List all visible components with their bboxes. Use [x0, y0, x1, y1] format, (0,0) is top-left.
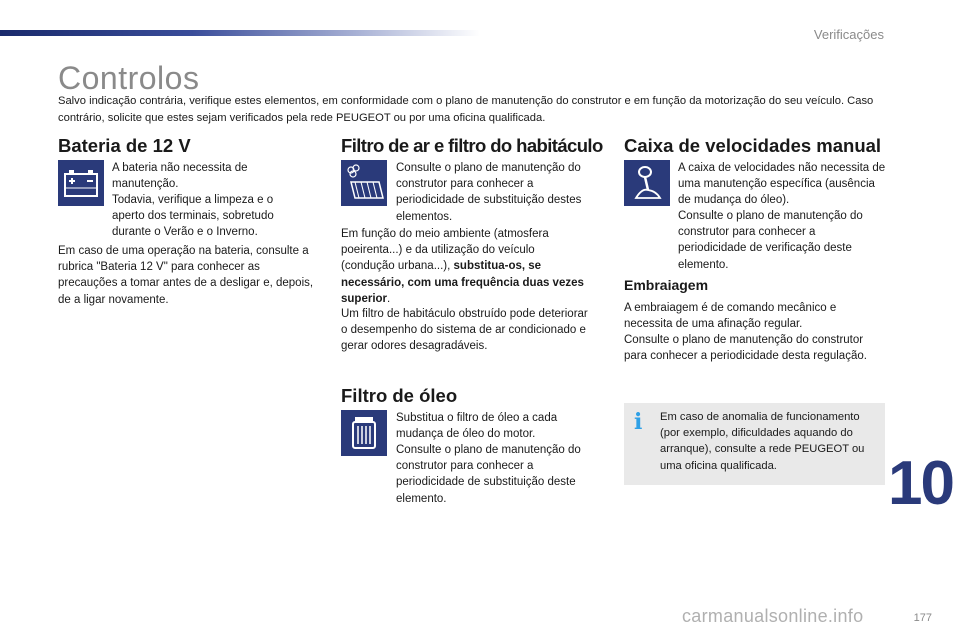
info-text: Em caso de anomalia de funcionamento (por exemplo, dificuldades aquando do arranque), consulte a rede PEUGEOT ou uma oficina qualificada.: [660, 411, 865, 472]
air-filter-text-2-bold: substitua-os, se necessário, com uma frequência duas vezes superior: [341, 260, 584, 305]
section-label: Verificações: [813, 27, 884, 42]
info-note-box: [624, 403, 885, 485]
oil-filter-icon: [341, 410, 387, 456]
battery-text-1: A bateria não necessita de manutenção.: [112, 162, 248, 191]
air-filter-heading: Filtro de ar e filtro do habitáculo: [341, 135, 603, 156]
gearbox-text-2: Consulte o plano de manutenção do construtor para conhecer a periodicidade de verificação deste elemento.: [678, 210, 863, 271]
battery-text-3: Em caso de uma operação na bateria, consulte a rubrica "Bateria 12 V" para conhecer as precauções a tomar antes de a desligar e, depois, de a ligar novamente.: [58, 245, 314, 306]
air-filter-text-1: Consulte o plano de manutenção do construtor para conhecer a periodicidade de substituição destes elementos.: [396, 162, 582, 223]
clutch-text-1: A embraiagem é de comando mecânico e necessita de uma afinação regular.: [624, 302, 837, 331]
gear-lever-icon: [624, 160, 670, 206]
info-icon: i: [634, 409, 643, 435]
air-filter-text-2a: Em função do meio ambiente (atmosfera poeirenta...) e da utilização do veículo (condução urbana...),: [341, 228, 549, 273]
clutch-heading: Embraiagem: [624, 277, 709, 293]
air-filter-text-2: [341, 226, 591, 307]
battery-heading: Bateria de 12 V: [58, 135, 191, 156]
gearbox-text-1: A caixa de velocidades não necessita de uma manutenção específica (ausência de mudança do óleo).: [678, 162, 886, 207]
oil-filter-text-2: Consulte o plano de manutenção do construtor para conhecer a periodicidade de substituição deste elemento.: [396, 444, 581, 505]
gearbox-heading: Caixa de velocidades manual: [624, 135, 882, 156]
clutch-text-2: Consulte o plano de manutenção do construtor para conhecer a periodicidade desta regulação.: [624, 334, 867, 363]
battery-icon: [58, 160, 104, 206]
battery-text-2: Todavia, verifique a limpeza e o aperto dos terminais, sobretudo durante o Verão e o Inverno.: [112, 194, 274, 239]
air-filter-text-3: Um filtro de habitáculo obstruído pode deteriorar o desempenho do sistema de ar condicionado e gerar odores desagradáveis.: [341, 308, 588, 353]
watermark-text: carmanualsonline.info: [682, 606, 864, 626]
page-title: Controlos: [58, 60, 200, 96]
oil-filter-text-1: Substitua o filtro de óleo a cada mudança de óleo do motor.: [396, 412, 558, 441]
header-gradient-bar: [0, 30, 480, 36]
intro-text: Salvo indicação contrária, verifique estes elementos, em conformidade com o plano de manutenção do construtor e em função da motorização do seu veículo. Caso contrário, solicite que estes sejam verificados pela rede PEUGEOT ou por uma oficina qualificada.: [58, 95, 874, 124]
page-number: 177: [913, 612, 932, 624]
chapter-number: 10: [888, 449, 953, 518]
air-filter-text-2-end: .: [387, 292, 391, 305]
air-filter-icon: [341, 160, 387, 206]
oil-filter-heading: Filtro de óleo: [341, 385, 458, 406]
